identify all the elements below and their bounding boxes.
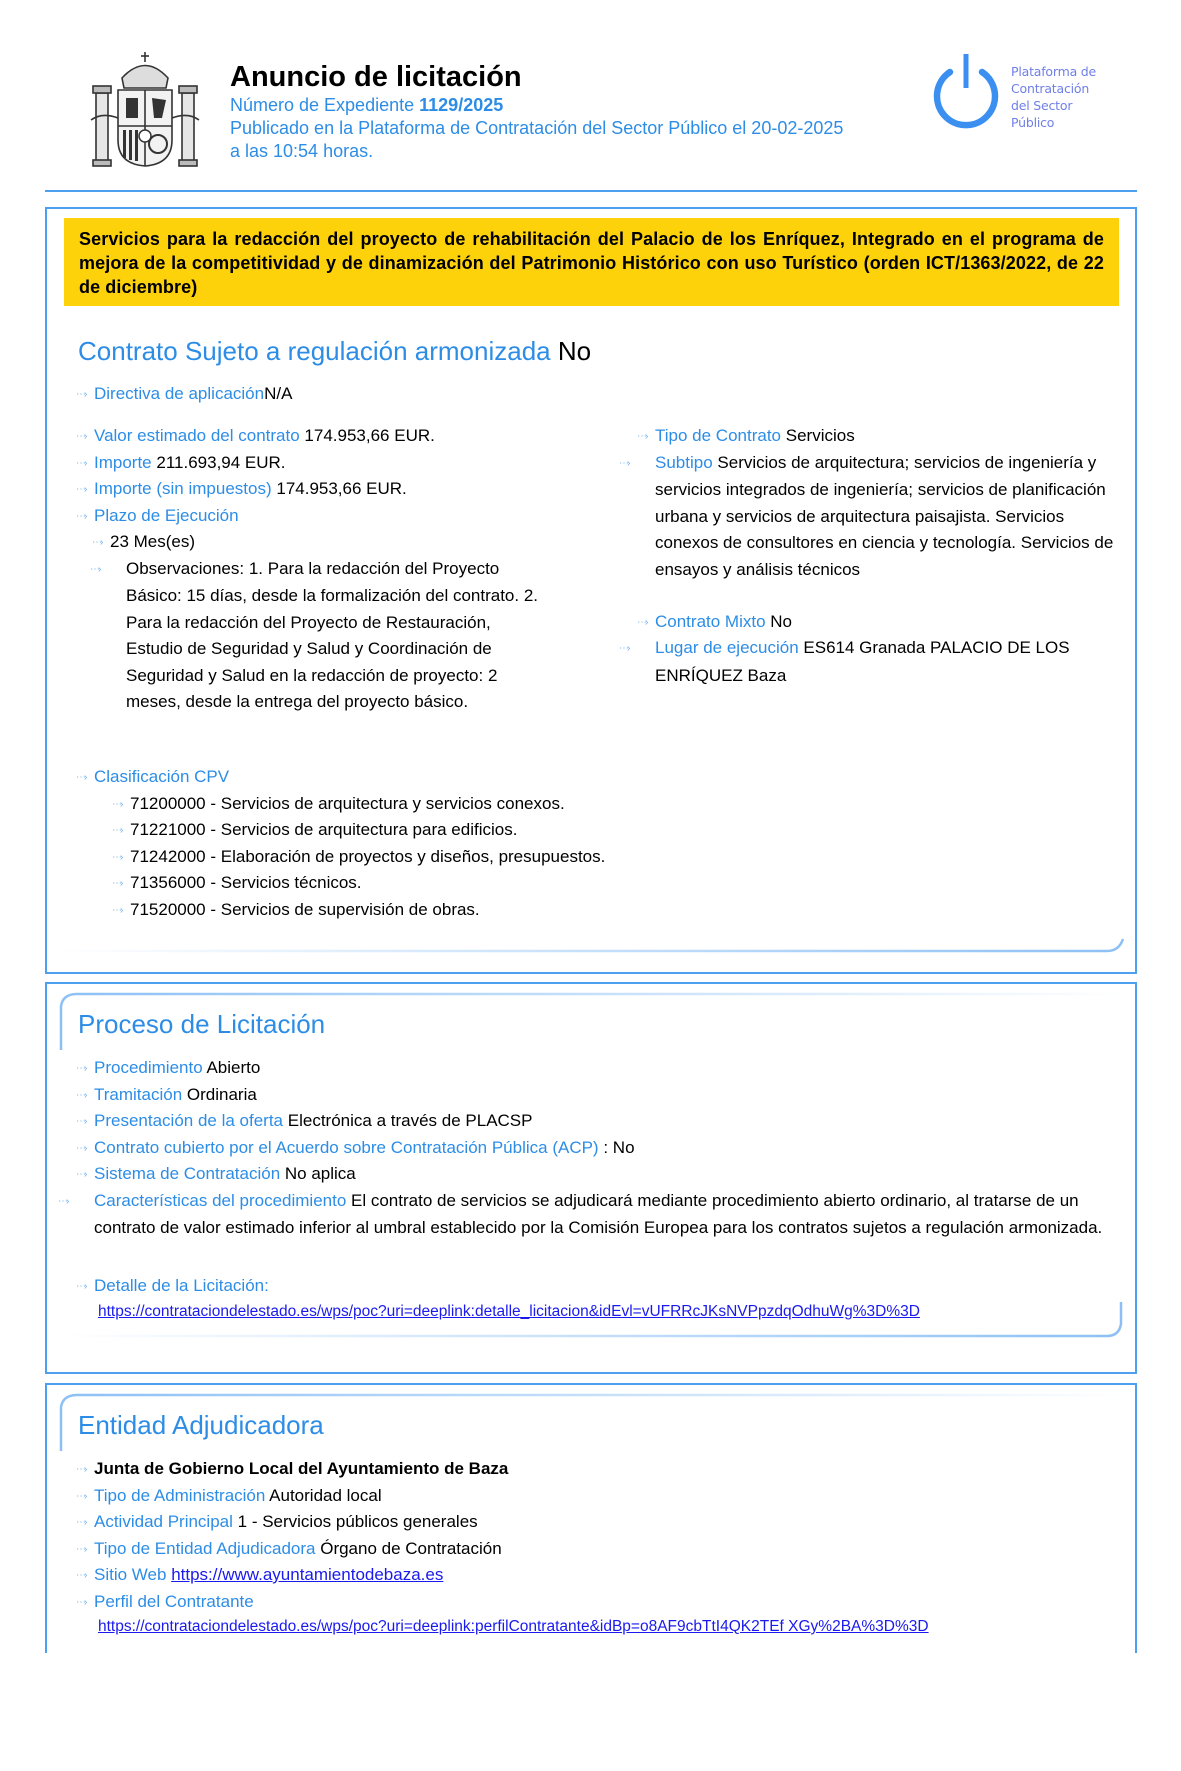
directiva-row: ⋯›Directiva de aplicaciónN/A — [76, 381, 292, 409]
page-title: Anuncio de licitación — [230, 61, 522, 93]
entidad-name-row: ⋯›Junta de Gobierno Local del Ayuntamiento de Baza — [76, 1456, 508, 1484]
bullet-arrow-icon — [76, 1056, 94, 1083]
harmonized-label: Contrato Sujeto a regulación armonizada — [78, 336, 551, 366]
bullet-arrow-icon — [76, 1563, 94, 1590]
contract-title-banner: Servicios para la redacción del proyecto de rehabilitación del Palacio de los Enríquez, Integrado en el programa de mejora de la competitividad y de dinamización del Patrimonio Histórico con uso Turístico (orden ICT/1363/2022, de 22 de diciembre) — [64, 218, 1119, 306]
expediente-number: 1129/2025 — [419, 95, 504, 115]
entidad-panel — [45, 1383, 1137, 1653]
subtipo-row: ⋯›Subtipo Servicios de arquitectura; servicios de ingeniería y servicios integrados de ingeniería; servicios de planificación urbana y servicios de arquitectura paisajista. Servicios conexos de consultores en ciencia y tecnología. Servicios de ensayos y análisis técnicos — [637, 450, 1122, 584]
bullet-arrow-icon — [76, 765, 94, 792]
procedimiento-row: ⋯›Procedimiento Abierto — [76, 1055, 260, 1083]
proceso-panel — [45, 982, 1137, 1374]
bullet-arrow-icon — [76, 1484, 94, 1511]
actividad-principal-row: ⋯›Actividad Principal 1 - Servicios públicos generales — [76, 1509, 478, 1537]
expediente-label: Número de Expediente — [230, 95, 415, 115]
published-line-1: Publicado en la Plataforma de Contratación del Sector Público el 20-02-2025 — [230, 118, 844, 138]
detalle-licitacion-row: ⋯›Detalle de la Licitación: — [76, 1273, 269, 1301]
cpv-item: ⋯›71356000 - Servicios técnicos. — [112, 870, 362, 898]
cpv-item: ⋯›71221000 - Servicios de arquitectura para edificios. — [112, 817, 517, 845]
bullet-arrow-icon — [76, 1510, 94, 1537]
expediente-line — [230, 94, 930, 117]
bullet-arrow-icon — [76, 504, 94, 531]
bullet-arrow-icon — [76, 1537, 94, 1564]
decorative-swoosh — [57, 1302, 1127, 1342]
bullet-arrow-icon — [637, 636, 655, 663]
sistema-contratacion-row: ⋯›Sistema de Contratación No aplica — [76, 1161, 356, 1189]
harmonized-value: No — [557, 336, 592, 366]
platform-logo — [926, 50, 1126, 140]
bullet-arrow-icon — [76, 1083, 94, 1110]
cpv-item: ⋯›71520000 - Servicios de supervisión de obras. — [112, 897, 480, 925]
contract-panel — [45, 207, 1137, 974]
bullet-arrow-icon — [76, 1162, 94, 1189]
plazo-ejecucion-row: ⋯›Plazo de Ejecución — [76, 503, 239, 531]
published-line-2: a las 10:54 horas. — [230, 141, 374, 161]
tipo-administracion-row: ⋯›Tipo de Administración Autoridad local — [76, 1483, 382, 1511]
bullet-arrow-icon — [637, 424, 655, 451]
importe-sin-impuestos-row: ⋯›Importe (sin impuestos) 174.953,66 EUR. — [76, 476, 407, 504]
lugar-ejecucion-row: ⋯›Lugar de ejecución ES614 Granada PALACIO DE LOS ENRÍQUEZ Baza — [637, 635, 1122, 689]
bullet-arrow-icon — [108, 557, 126, 584]
document-header — [0, 0, 1181, 195]
platform-logo-text: Plataforma de Contratación del Sector Público — [1011, 64, 1097, 130]
bullet-arrow-icon — [76, 451, 94, 478]
bullet-arrow-icon — [112, 898, 130, 925]
header-divider — [45, 190, 1137, 192]
cpv-heading-row: ⋯›Clasificación CPV — [76, 764, 229, 792]
sitio-web-link[interactable]: https://www.ayuntamientodebaza.es — [171, 1565, 444, 1584]
importe-row: ⋯›Importe 211.693,94 EUR. — [76, 450, 286, 478]
bullet-arrow-icon — [112, 818, 130, 845]
power-icon — [926, 50, 1006, 135]
bullet-arrow-icon — [76, 382, 94, 409]
bullet-arrow-icon — [76, 477, 94, 504]
detalle-licitacion-link[interactable]: https://contrataciondelestado.es/wps/poc?uri=deeplink:detalle_licitacion&idEvl=vUFRRcJKsNVPpzdqOdhuWg%3D%3D — [98, 1303, 920, 1320]
plazo-value-row: ⋯›23 Mes(es) — [92, 529, 195, 557]
caracteristicas-row: ⋯›Características del procedimiento El contrato de servicios se adjudicará mediante procedimiento abierto ordinario, al tratarse de un contrato de valor estimado inferior al umbral establecido por la Comisión Europea para los contratos sujetos a regulación armonizada. — [76, 1188, 1116, 1242]
perfil-contratante-link[interactable]: https://contrataciondelestado.es/wps/poc?uri=deeplink:perfilContratante&idBp=o8AF9cbTtI4QK2TEf XGy%2BA%3D%3D — [98, 1618, 929, 1635]
presentacion-oferta-row: ⋯›Presentación de la oferta Electrónica a través de PLACSP — [76, 1108, 532, 1136]
cpv-item: ⋯›71200000 - Servicios de arquitectura y servicios conexos. — [112, 791, 565, 819]
header-text — [230, 60, 930, 163]
contrato-mixto-row: ⋯›Contrato Mixto No — [637, 609, 792, 637]
bullet-arrow-icon — [76, 1457, 94, 1484]
sitio-web-row: ⋯›Sitio Web https://www.ayuntamientodebaza.es — [76, 1562, 443, 1590]
decorative-swoosh — [57, 937, 1127, 957]
bullet-arrow-icon — [76, 1274, 94, 1301]
tipo-contrato-row: ⋯›Tipo de Contrato Servicios — [637, 423, 855, 451]
tipo-entidad-row: ⋯›Tipo de Entidad Adjudicadora Órgano de Contratación — [76, 1536, 502, 1564]
bullet-arrow-icon — [76, 1189, 94, 1216]
perfil-link-row — [98, 1614, 929, 1641]
cpv-item: ⋯›71242000 - Elaboración de proyectos y diseños, presupuestos. — [112, 844, 605, 872]
bullet-arrow-icon — [76, 1590, 94, 1617]
bullet-arrow-icon — [112, 871, 130, 898]
spain-coat-of-arms-icon — [90, 48, 200, 170]
bullet-arrow-icon — [76, 1109, 94, 1136]
acp-row: ⋯›Contrato cubierto por el Acuerdo sobre Contratación Pública (ACP) : No — [76, 1135, 635, 1163]
bullet-arrow-icon — [112, 792, 130, 819]
perfil-contratante-row: ⋯›Perfil del Contratante — [76, 1589, 254, 1617]
bullet-arrow-icon — [637, 610, 655, 637]
bullet-arrow-icon — [76, 1136, 94, 1163]
bullet-arrow-icon — [76, 424, 94, 451]
entidad-heading: Entidad Adjudicadora — [78, 1410, 324, 1440]
bullet-arrow-icon — [92, 530, 110, 557]
harmonized-heading — [78, 335, 591, 367]
bullet-arrow-icon — [112, 845, 130, 872]
valor-estimado-row: ⋯›Valor estimado del contrato 174.953,66 EUR. — [76, 423, 435, 451]
bullet-arrow-icon — [637, 451, 655, 478]
proceso-heading: Proceso de Licitación — [78, 1009, 326, 1039]
observaciones-row: ⋯›Observaciones: 1. Para la redacción del Proyecto Básico: 15 días, desde la formalización del contrato. 2. Para la redacción del Proyecto de Restauración, Estudio de Seguridad y Salud y Coordinación de Seguridad y Salud en la redacción de proyecto: 2 meses, desde la entrega del proyecto básico. — [108, 556, 548, 716]
tramitacion-row: ⋯›Tramitación Ordinaria — [76, 1082, 257, 1110]
